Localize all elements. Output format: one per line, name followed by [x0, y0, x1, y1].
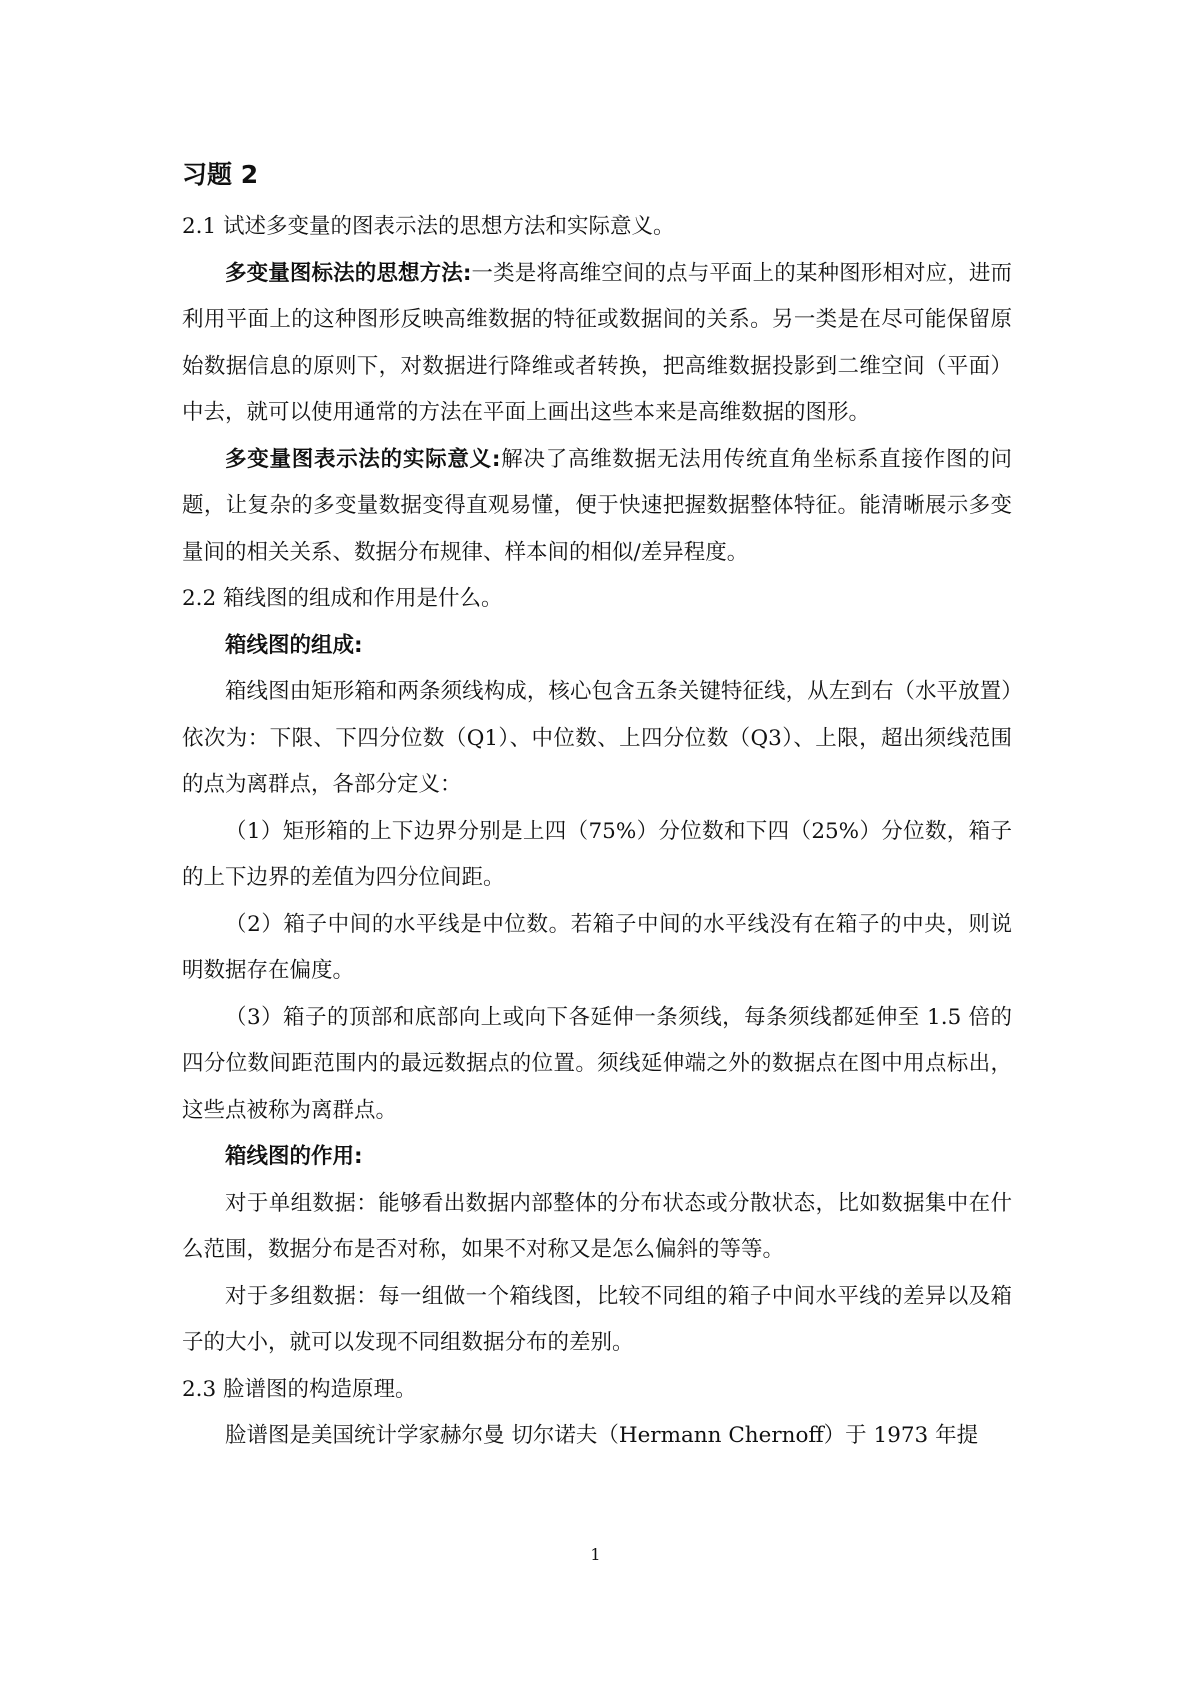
- answer-2-1-method: [182, 251, 1012, 437]
- answer-2-1-meaning: [182, 437, 1012, 577]
- boxplot-composition-heading: 箱线图的组成:: [225, 632, 363, 658]
- boxplot-composition-intro: 箱线图由矩形箱和两条须线构成，核心包含五条关键特征线，从左到右（水平放置）依次为：下限、下四分位数（Q1）、中位数、上四分位数（Q3）、上限，超出须线范围的点为离群点，各部分定义：: [182, 679, 1012, 797]
- answer-2-1-meaning-lead: 多变量图表示法的实际意义:: [225, 446, 501, 472]
- question-2-3: 2.3 脸谱图的构造原理。: [182, 1376, 417, 1402]
- section-title: 习题 2: [182, 160, 259, 189]
- boxplot-item-3: （3）箱子的顶部和底部向上或向下各延伸一条须线，每条须线都延伸至 1.5 倍的四分位数间距范围内的最远数据点的位置。须线延伸端之外的数据点在图中用点标出，这些点被称为离群点。: [182, 1004, 1012, 1123]
- page-body: [182, 152, 1012, 1460]
- boxplot-use-heading: 箱线图的作用:: [225, 1144, 363, 1169]
- answer-2-1-method-text: 一类是将高维空间的点与平面上的某种图形相对应，进而利用平面上的这种图形反映高维数据的特征或数据间的关系。另一类是在尽可能保留原始数据信息的原则下，对数据进行降维或者转换，把高维数据投影到二维空间（平面）中去，就可以使用通常的方法在平面上画出这些本来是高维数据的图形。: [182, 260, 1012, 425]
- boxplot-use-single: 对于单组数据：能够看出数据内部整体的分布状态或分散状态，比如数据集中在什么范围，数据分布是否对称，如果不对称又是怎么偏斜的等等。: [182, 1190, 1012, 1262]
- answer-2-1-method-lead: 多变量图标法的思想方法:: [225, 260, 472, 286]
- question-2-2: 2.2 箱线图的组成和作用是什么。: [182, 586, 503, 611]
- answer-2-1-meaning-text: 解决了高维数据无法用传统直角坐标系直接作图的问题，让复杂的多变量数据变得直观易懂，便于快速把握数据整体特征。能清晰展示多变量间的相关关系、数据分布规律、样本间的相似/差异程度。: [182, 446, 1012, 565]
- boxplot-use-multi: 对于多组数据：每一组做一个箱线图，比较不同组的箱子中间水平线的差异以及箱子的大小，就可以发现不同组数据分布的差别。: [182, 1283, 1012, 1355]
- boxplot-item-2: （2）箱子中间的水平线是中位数。若箱子中间的水平线没有在箱子的中央，则说明数据存在偏度。: [182, 911, 1012, 983]
- page-number: 1: [590, 1545, 601, 1564]
- question-2-1: 2.1 试述多变量的图表示法的思想方法和实际意义。: [182, 214, 675, 239]
- answer-2-3-text: 脸谱图是美国统计学家赫尔曼 切尔诺夫（Hermann Chernoff）于 1973 年提: [225, 1423, 979, 1448]
- boxplot-item-1: （1）矩形箱的上下边界分别是上四（75%）分位数和下四（25%）分位数，箱子的上下边界的差值为四分位间距。: [182, 818, 1012, 890]
